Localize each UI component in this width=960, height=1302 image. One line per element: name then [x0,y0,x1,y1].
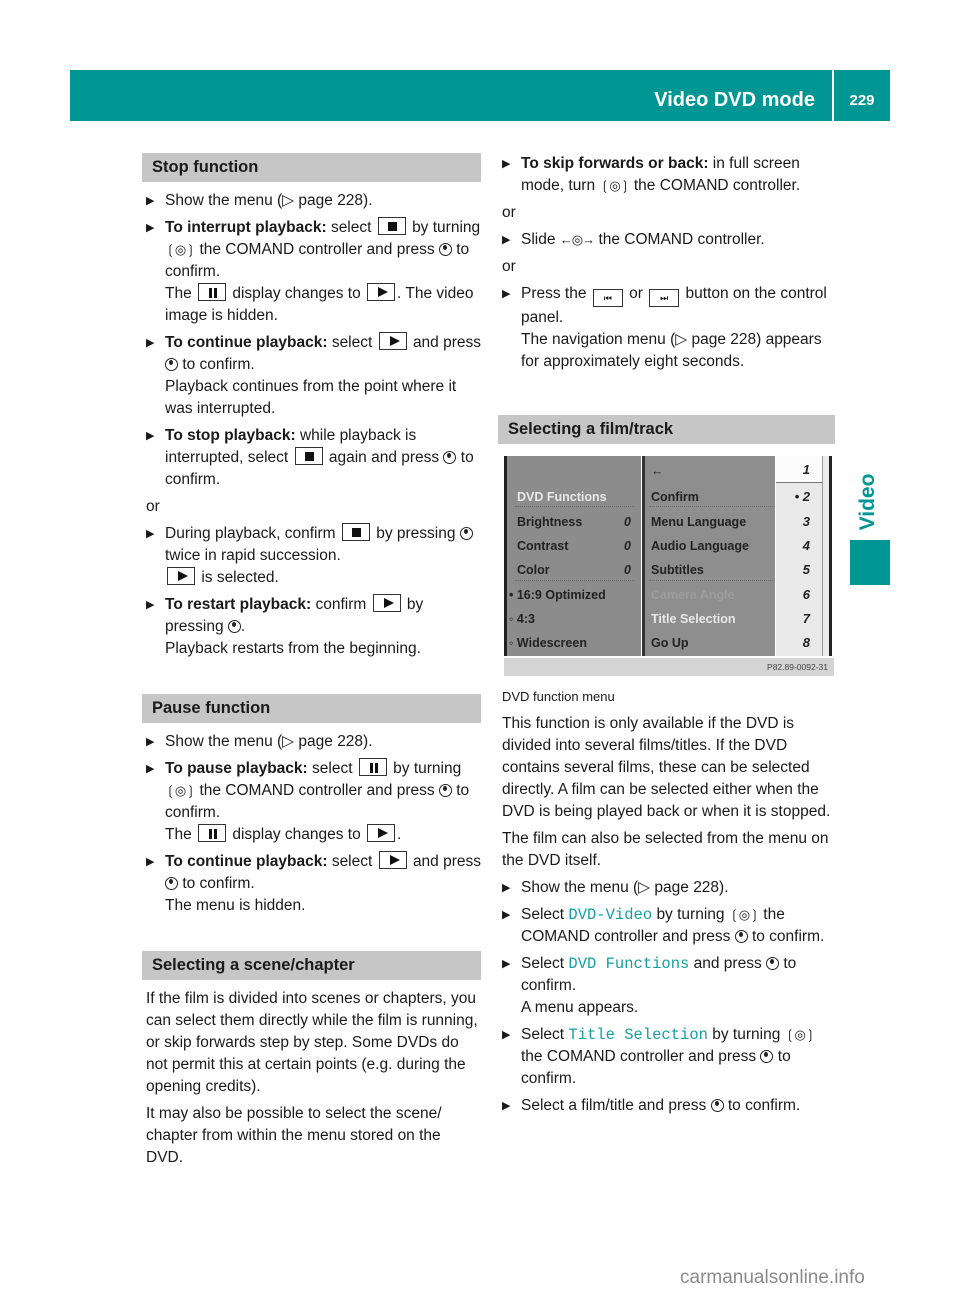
back-arrow-icon: ← [651,464,664,478]
image-code: P82.89-0092-31 [504,658,834,676]
bullet-icon: ▶ [146,599,155,611]
press-controller-icon [760,1050,773,1063]
list-item: ▶ Select a film/title and press to confirm. [502,1095,835,1117]
list-item: ▶ To skip forwards or back: in full screen mode, turn ❲◎❳ the COMAND controller. [502,153,835,197]
aspect-widescreen-option: ◦ Widescreen [509,636,587,650]
pause-icon [359,758,387,776]
press-controller-icon [460,527,473,540]
paragraph: This function is only available if the DVD is divided into several films/titles. If the DVD contains several films, these can be selected directly. A film can be selected either when the DVD is being played back or when it is stopped. [502,715,831,820]
watermark: carmanualsonline.info [680,1267,865,1288]
bullet-icon: ▶ [146,337,155,349]
or-label: or [146,498,160,515]
turn-controller-icon: ❲◎❳ [165,242,196,257]
press-controller-icon [711,1099,724,1112]
color-row: Color 0 [517,563,631,577]
dvd-function-menu-screenshot [502,454,834,676]
bullet-icon: ▶ [146,736,155,748]
right-column [502,153,835,1117]
press-controller-icon [443,451,456,464]
contrast-row: Contrast 0 [517,539,631,553]
turn-controller-icon: ❲◎❳ [728,907,759,922]
title-list [776,456,822,656]
paragraph: The film can also be selected from the menu on the DVD itself. [502,830,829,869]
bullet-icon: ▶ [146,528,155,540]
list-item: ▶ To interrupt playback: select by turning ❲◎❳ the COMAND controller and press to confirm. The display changes to . The video image is hidden. [146,219,481,324]
pause-icon [198,283,226,301]
slide-controller-icon: ←◎→ [559,232,595,247]
list-item: ▶ To restart playback: confirm by pressing . Playback restarts from the beginning. [146,596,424,657]
press-controller-icon [766,957,779,970]
or-label: or [502,204,516,221]
list-item: ▶ Show the menu (▷ page 228). [146,190,481,212]
play-icon [167,567,195,585]
left-column [146,153,481,1169]
press-controller-icon [735,930,748,943]
figure-caption: DVD function menu [502,689,615,704]
paragraph: If the film is divided into scenes or chapters, you can select them directly while the film is running, or skip forwards step by step. Some DVDs do not permit this at certain points (e.g. during the opening credits). [146,990,478,1095]
bullet-icon: ▶ [502,234,511,246]
scene-chapter-heading: Selecting a scene/chapter [142,951,481,980]
menu-item-camera-angle: Camera Angle [651,588,735,602]
side-tab-marker [850,540,890,585]
stop-icon [378,217,406,235]
menu-item-audio-language: Audio Language [651,539,749,553]
list-item: ▶ Select Title Selection by turning ❲◎❳ the COMAND controller and press to confirm. [502,1026,815,1087]
press-controller-icon [228,620,241,633]
bullet-icon: ▶ [502,882,511,894]
bullet-icon: ▶ [502,158,511,170]
bullet-icon: ▶ [502,909,511,921]
list-item: ▶ Select DVD-Video by turning ❲◎❳ the COMAND controller and press to confirm. [502,906,825,945]
list-item: ▶ Slide ←◎→ the COMAND controller. [502,229,835,251]
bullet-icon: ▶ [502,288,511,300]
turn-controller-icon: ❲◎❳ [784,1027,815,1042]
list-item: ▶ Press the ⏮ or ⏭ button on the control panel. The navigation menu (▷ page 228) appears for approximately eight seconds. [502,285,827,370]
side-tab [848,462,888,542]
dvd-functions-title: DVD Functions [517,490,607,504]
play-icon [367,283,395,301]
brightness-row: Brightness 0 [517,515,631,529]
skip-back-icon: ⏮ [593,289,623,307]
title-item: 3 [802,514,810,529]
press-controller-icon [439,784,452,797]
or-label: or [502,258,516,275]
list-item: ▶ Show the menu (▷ page 228). [502,877,835,899]
skip-forward-icon: ⏭ [649,289,679,307]
bullet-icon: ▶ [146,763,155,775]
list-item: ▶ Select DVD Functions and press to confirm. A menu appears. [502,955,797,1016]
title-item: 5 [802,562,810,577]
menu-code-dvd-video: DVD-Video [568,906,653,924]
press-controller-icon [165,358,178,371]
menu-item-go-up: Go Up [651,636,689,650]
bullet-icon: ▶ [146,430,155,442]
stop-function-heading: Stop function [142,153,481,182]
page-number: 229 [849,92,875,109]
title-item: 4 [802,538,810,553]
aspect-16-9-option: • 16:9 Optimized [509,588,606,602]
menu-item-menu-language: Menu Language [651,515,747,529]
menu-code-title-selection: Title Selection [568,1026,708,1044]
menu-item-confirm: Confirm [651,490,699,504]
title-item: 8 [802,635,810,650]
menu-code-dvd-functions: DVD Functions [568,955,690,973]
title-item-current: • 2 [794,489,810,504]
press-controller-icon [165,877,178,890]
turn-controller-icon: ❲◎❳ [599,178,630,193]
stop-icon [295,447,323,465]
aspect-4-3-option: ◦ 4:3 [509,612,535,626]
bullet-icon: ▶ [146,856,155,868]
paragraph: It may also be possible to select the scene/ chapter from within the menu stored on the DVD. [146,1105,442,1166]
list-item: ▶ To continue playback: select and press to confirm. The menu is hidden. [146,853,482,914]
dvd-submenu-panel [642,456,775,656]
section-title: Video DVD mode [654,89,815,111]
bullet-icon: ▶ [146,195,155,207]
stop-icon [342,523,370,541]
play-icon [379,851,407,869]
film-track-heading: Selecting a film/track [498,415,835,444]
title-item: 6 [802,587,810,602]
list-item: ▶ To continue playback: select and press to confirm. Playback continues from the point where it was interrupted. [146,334,482,417]
title-item: 7 [802,611,810,626]
side-tab-label: Video [856,473,879,531]
press-controller-icon [439,243,452,256]
pause-icon [198,824,226,842]
bullet-icon: ▶ [502,1029,511,1041]
play-icon [367,824,395,842]
dvd-functions-panel [504,456,641,656]
bullet-icon: ▶ [502,1100,511,1112]
play-icon [373,594,401,612]
bullet-icon: ▶ [146,222,155,234]
title-item: 1 [776,456,822,483]
menu-item-subtitles: Subtitles [651,563,704,577]
list-item: ▶ To stop playback: while playback is interrupted, select again and press to confirm. [146,427,474,488]
title-list-scrollbar [822,456,832,656]
list-item: ▶ During playback, confirm by pressing twice in rapid succession. is selected. [146,523,481,589]
list-item: ▶ Show the menu (▷ page 228). [146,731,481,753]
list-item: ▶ To pause playback: select by turning ❲◎❳ the COMAND controller and press to confirm. The display changes to . [146,760,470,843]
menu-item-title-selection: Title Selection [651,612,736,626]
pause-function-heading: Pause function [142,694,481,723]
turn-controller-icon: ❲◎❳ [165,783,196,798]
play-icon [379,332,407,350]
bullet-icon: ▶ [502,958,511,970]
